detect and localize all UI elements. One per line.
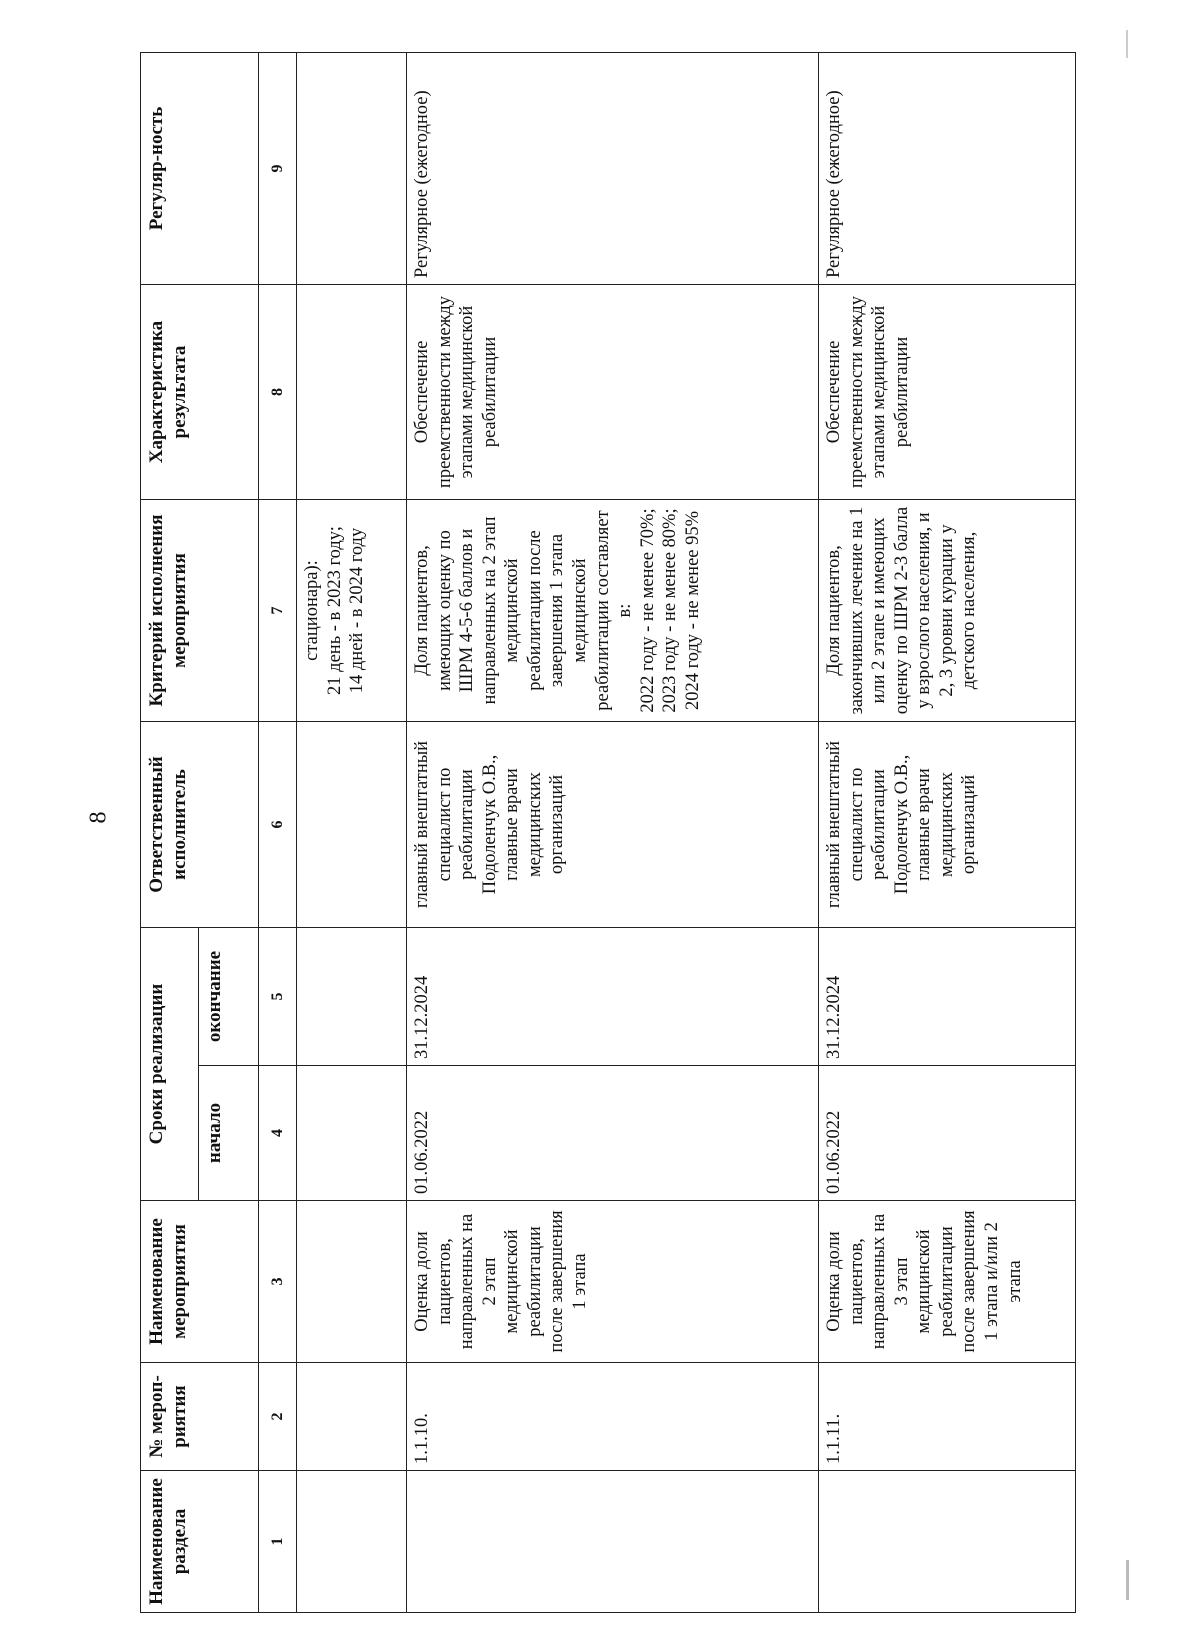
cell-start: 01.06.2022	[819, 1066, 1076, 1201]
table-row	[407, 53, 819, 1613]
column-number: 1	[259, 1471, 297, 1613]
cell-empty	[297, 928, 407, 1066]
cell-start: 01.06.2022	[407, 1066, 819, 1201]
header-criterion: Критерий исполнения мероприятия	[141, 500, 259, 722]
cell-empty	[297, 53, 407, 285]
header-row	[141, 53, 199, 1613]
table-row	[819, 53, 1076, 1613]
column-number: 2	[259, 1363, 297, 1471]
criterion-line: 2022 году - не менее 70%;	[637, 508, 658, 713]
cell-empty	[297, 1363, 407, 1471]
cell-regularity: Регулярное (ежегодное)	[819, 53, 1076, 285]
cell-criterion	[407, 500, 819, 722]
cell-result: Обеспечение преемственности между этапами медицинской реабилитации	[819, 285, 1076, 500]
cell-number: 1.1.10.	[407, 1363, 819, 1471]
criterion-line: стационара):	[302, 560, 322, 661]
cell-regularity: Регулярное (ежегодное)	[407, 53, 819, 285]
header-terms: Сроки реализации	[141, 928, 199, 1201]
criterion-line: 2024 году - не менее 95%	[682, 510, 703, 711]
criterion-line: Доля пациентов, имеющих оценку по ШРМ 4-5-6 баллов и направленных на 2 этап медицинской реабилитации после завершения 1 этапа медицинской реабилитации составляет в:	[412, 510, 636, 711]
header-end: окончание	[199, 928, 259, 1066]
column-numbers-row	[259, 53, 297, 1613]
header-regularity: Регуляр-ность	[141, 53, 259, 285]
cell-end: 31.12.2024	[819, 928, 1076, 1066]
cell-executor: главный внештатный специалист по реабилитации Подоленчук О.В., главные врачи медицинских организаций	[407, 722, 819, 928]
header-start: начало	[199, 1066, 259, 1201]
cell-criterion	[819, 500, 1076, 722]
activities-table	[140, 52, 1076, 1613]
criterion-line: Доля пациентов, закончивших лечение на 1 или 2 этапе и имеющих оценку по ШРМ 2-3 балла у взрослого населения, и 2, 3 уровни курации у детского населения,	[824, 506, 980, 715]
criterion-line: 2023 году - не менее 80%;	[660, 508, 681, 713]
header-name: Наименование мероприятия	[141, 1201, 259, 1363]
column-number: 7	[259, 500, 297, 722]
cell-section	[407, 1471, 819, 1613]
page-number: 8	[85, 811, 112, 824]
criterion-line: 14 дней - в 2024 году	[347, 527, 368, 694]
cell-executor: главный внештатный специалист по реабилитации Подоленчук О.В., главные врачи медицинских организаций	[819, 722, 1076, 928]
rotated-table-container	[140, 53, 1075, 1613]
column-number: 9	[259, 53, 297, 285]
continuation-row	[297, 53, 407, 1613]
column-number: 3	[259, 1201, 297, 1363]
cell-name: Оценка доли пациентов, направленных на 2 этап медицинской реабилитации после завершения 1 этапа	[407, 1201, 819, 1363]
scan-artifact	[1126, 1560, 1129, 1600]
criterion-line: 21 день - в 2023 году;	[324, 526, 345, 695]
column-number: 5	[259, 928, 297, 1066]
header-number: № мероп-риятия	[141, 1363, 259, 1471]
cell-section	[819, 1471, 1076, 1613]
cell-criterion-continuation	[297, 500, 407, 722]
header-section: Наименование раздела	[141, 1471, 259, 1613]
cell-end: 31.12.2024	[407, 928, 819, 1066]
column-number: 8	[259, 285, 297, 500]
cell-empty	[297, 1066, 407, 1201]
header-executor: Ответственный исполнитель	[141, 722, 259, 928]
column-number: 6	[259, 722, 297, 928]
header-result: Характеристика результата	[141, 285, 259, 500]
cell-empty	[297, 285, 407, 500]
cell-result: Обеспечение преемственности между этапами медицинской реабилитации	[407, 285, 819, 500]
cell-name: Оценка доли пациентов, направленных на 3 этап медицинской реабилитации после завершения 1 этапа и/или 2 этапа	[819, 1201, 1076, 1363]
cell-number: 1.1.11.	[819, 1363, 1076, 1471]
scan-artifact	[1126, 30, 1128, 58]
cell-empty	[297, 1471, 407, 1613]
column-number: 4	[259, 1066, 297, 1201]
cell-empty	[297, 722, 407, 928]
cell-empty	[297, 1201, 407, 1363]
